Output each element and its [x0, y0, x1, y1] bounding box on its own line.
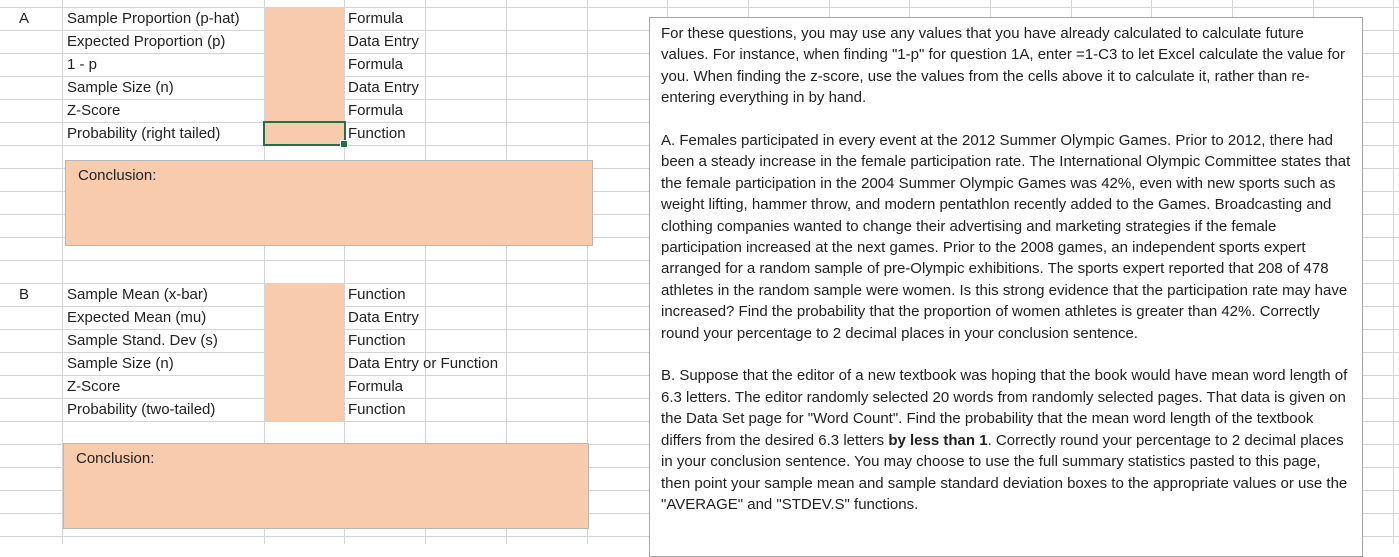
section-b-letter: B	[19, 286, 30, 303]
row-type[interactable]: Data Entry	[348, 33, 419, 50]
row-type[interactable]: Function	[348, 401, 406, 418]
row-label[interactable]: Probability (right tailed)	[67, 125, 221, 142]
row-type[interactable]: Formula	[348, 102, 404, 119]
row-type[interactable]: Formula	[348, 378, 404, 395]
question-a-text: A. Females participated in every event at the 2012 Summer Olympic Games. Prior to 2012, there had been a steady increase in the female participation rate. The International Olympic Committee states that the female participation in the 2004 Summer Olympic Games was 42%, even with new sports such as weight lifting, hammer throw, and modern pentathlon recently added to the Games. Broadcasting and clothing companies wanted to change their advertising and marketing strategies if the female participation increased at the next games. Prior to the 2008 games, an independent sports expert arranged for a random sample of pre-Olympic exhibitions. The sports expert reported that 208 of 478 athletes in the random sample were women. Is this strong evidence that the participation rate may have increased? Find the probability that the proportion of women athletes is greater than 42%. Correctly round your percentage to 2 decimal places in your conclusion sentence.	[661, 132, 1351, 342]
conclusion-label: Conclusion:	[78, 167, 157, 184]
answer-cells-a[interactable]	[265, 8, 344, 122]
selected-cell[interactable]	[263, 121, 346, 146]
question-b-emphasis: by less than 1	[888, 431, 988, 449]
row-label[interactable]: Sample Proportion (p-hat)	[67, 10, 240, 27]
row-type[interactable]: Function	[348, 286, 406, 303]
row-label[interactable]: Sample Size (n)	[67, 355, 174, 372]
fill-handle[interactable]	[340, 140, 348, 148]
answer-cells-b[interactable]	[265, 284, 344, 421]
row-type[interactable]: Function	[348, 125, 406, 142]
row-label[interactable]: Expected Mean (mu)	[67, 309, 207, 326]
row-type[interactable]: Formula	[348, 56, 404, 73]
question-b-text: B. Suppose that the editor of a new textbook was hoping that the book would have mean word length of 6.3 letters. The editor randomly selected 20 words from randomly selected pages. That data is given on the Data Set page for "Word Count". Find the probability that the mean word length of the textbook differs from the desired 6.3 letters by less than 1. Correctly round your percentage to 2 decimal places in your conclusion sentence. You may choose to use the full summary statistics pasted to this page, then point your sample mean and sample standard deviation boxes to the appropriate values or use the "AVERAGE" and "STDEV.S" functions.	[661, 367, 1348, 513]
section-a-letter: A	[19, 10, 30, 27]
row-label[interactable]: 1 - p	[67, 56, 98, 73]
row-type[interactable]: Formula	[348, 10, 404, 27]
instructions-textbox[interactable]	[649, 17, 1363, 557]
instructions-intro: For these questions, you may use any values that you have already calculated to calculate future values. For instance, when finding "1-p" for question 1A, enter =1-C3 to let Excel calculate the value for you. When finding the z-score, use the values from the cells above it to calculate it, rather than re-entering everything in by hand.	[661, 25, 1345, 107]
row-label[interactable]: Expected Proportion (p)	[67, 33, 226, 50]
row-label[interactable]: Sample Size (n)	[67, 79, 174, 96]
conclusion-box-b[interactable]	[63, 443, 589, 529]
row-label[interactable]: Z-Score	[67, 378, 121, 395]
row-type[interactable]: Function	[348, 332, 406, 349]
row-type[interactable]: Data Entry or Function	[348, 355, 499, 372]
row-label[interactable]: Probability (two-tailed)	[67, 401, 216, 418]
conclusion-box-a[interactable]	[65, 160, 593, 246]
row-label[interactable]: Sample Mean (x-bar)	[67, 286, 208, 303]
row-label[interactable]: Z-Score	[67, 102, 121, 119]
row-label[interactable]: Sample Stand. Dev (s)	[67, 332, 218, 349]
row-type[interactable]: Data Entry	[348, 79, 419, 96]
row-type[interactable]: Data Entry	[348, 309, 419, 326]
conclusion-label: Conclusion:	[76, 450, 155, 467]
